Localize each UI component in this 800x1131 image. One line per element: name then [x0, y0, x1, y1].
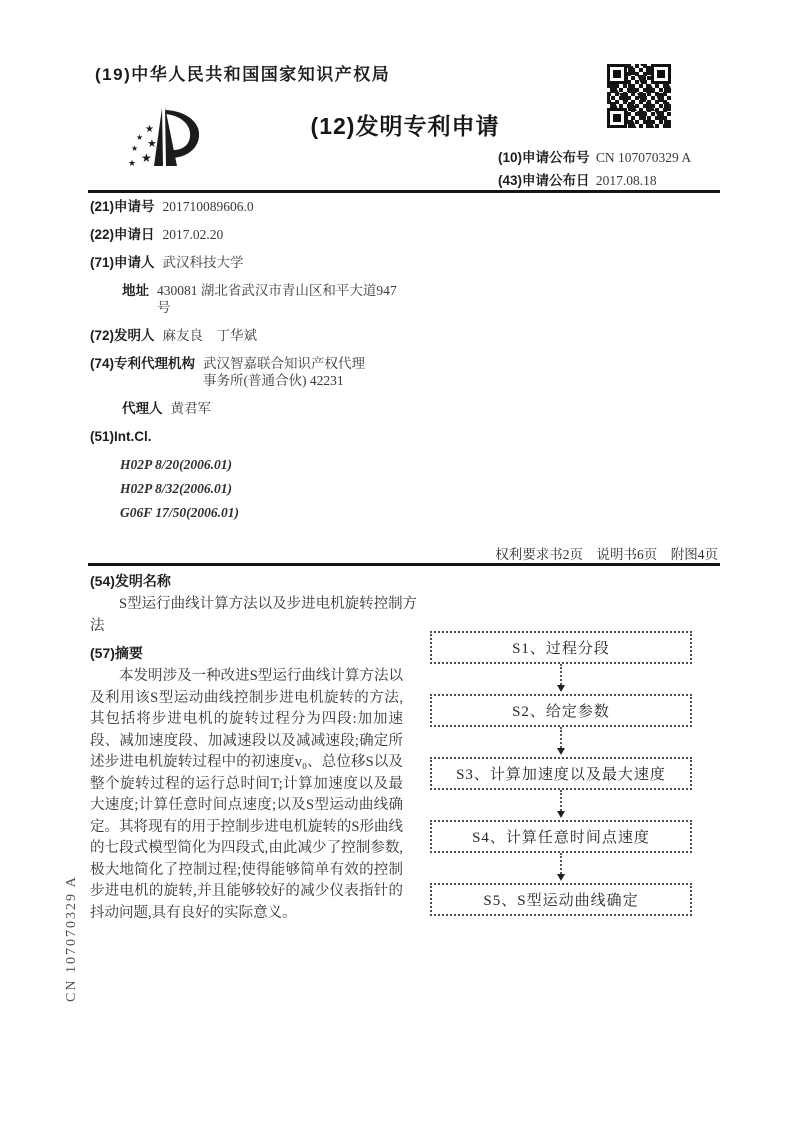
qr-code-icon — [607, 64, 671, 128]
svg-text:★: ★ — [131, 144, 139, 153]
abstract-text: 本发明涉及一种改进S型运行曲线计算方法以及利用该S型运动曲线控制步进电机旋转的方法,其包括将步进电机的旋转过程分为四段:加加速段、减加速度段、加减速段以及减减速段;确定所述步进电机旋转过程中的初速度v₀、总位移S以及整个旋转过程的运行总时间T;计算加速度以及最大速度;计算任意时间点速度;以及S型运动曲线确定。其将现有的用于控制步进电机旋转的S形曲线的七段式模型简化为四段式,由此减少了控制参数,极大地简化了控制过程;使得能够简单有效的控制步进电机的旋转,并且能够较好的减少仪表指针的抖动问题,具有良好的实际意义。 — [90, 668, 403, 921]
publication-number-row — [498, 146, 691, 169]
inventors-row — [90, 327, 425, 344]
agent-row — [122, 400, 425, 417]
intcl-code: G06F 17/50(2006.01) — [120, 505, 240, 520]
side-doc-id: CN 107070329 A — [64, 875, 79, 1002]
abstract-label: (57)摘要 — [90, 645, 143, 661]
arrow-head — [557, 748, 565, 755]
address-label: 地址 — [122, 283, 149, 298]
agency-value: 武汉智嘉联合知识产权代理事务所(普通合伙) 42231 — [203, 356, 366, 388]
flow-arrow-icon — [430, 727, 692, 757]
arrow-line — [560, 790, 562, 811]
publication-number-label: (10)申请公布号 — [498, 150, 590, 165]
arrow-head — [557, 685, 565, 692]
bibliographic-block — [90, 198, 425, 528]
application-number-value: 201710089606.0 — [162, 199, 254, 214]
intcl-code: H02P 8/20(2006.01) — [120, 457, 232, 472]
publication-date-value: 2017.08.18 — [595, 173, 657, 188]
qr-finder-bottom-left — [607, 108, 627, 128]
document-type-title: (12)发明专利申请 — [310, 113, 500, 139]
invention-title: S型运行曲线计算方法以及步进电机旋转控制方法 — [90, 596, 418, 634]
publication-number-value: CN 107070329 A — [595, 150, 692, 165]
agent-label: 代理人 — [122, 401, 163, 416]
application-date-label: (22)申请日 — [90, 227, 155, 242]
flowchart-step-s3: S3、计算加速度以及最大速度 — [430, 757, 692, 790]
invention-title-label: (54)发明名称 — [90, 573, 171, 589]
flowchart-step-s4: S4、计算任意时间点速度 — [430, 820, 692, 853]
svg-text:★: ★ — [145, 124, 154, 135]
page-counts: 权利要求书2页 说明书6页 附图4页 — [495, 547, 718, 562]
application-number-label: (21)申请号 — [90, 199, 155, 214]
intcl-label: (51)Int.Cl. — [90, 429, 152, 444]
patent-office-name: (19)中华人民共和国国家知识产权局 — [95, 65, 391, 84]
svg-text:★: ★ — [136, 133, 144, 142]
flowchart-step-s1: S1、过程分段 — [430, 631, 692, 664]
publication-date-row — [498, 169, 691, 192]
intcl-row — [90, 428, 425, 445]
arrow-head — [557, 874, 565, 881]
flow-arrow-icon — [430, 790, 692, 820]
intcl-code: H02P 8/32(2006.01) — [120, 481, 232, 496]
flowchart-step-s5: S5、S型运动曲线确定 — [430, 883, 692, 916]
arrow-line — [560, 853, 562, 874]
agency-row — [90, 355, 425, 389]
header-divider — [88, 190, 720, 193]
qr-finder-top-right — [651, 64, 671, 84]
flow-arrow-icon — [430, 664, 692, 694]
publication-info — [498, 146, 691, 192]
arrow-line — [560, 664, 562, 685]
flow-arrow-icon — [430, 853, 692, 883]
arrow-line — [560, 727, 562, 748]
applicant-label: (71)申请人 — [90, 255, 155, 270]
svg-text:★: ★ — [141, 151, 152, 165]
flowchart-step-s2: S2、给定参数 — [430, 694, 692, 727]
address-row — [122, 282, 425, 316]
application-date-row — [90, 226, 425, 243]
cnipa-logo-icon — [120, 100, 225, 190]
agent-value: 黄君军 — [170, 401, 211, 416]
svg-text:★: ★ — [147, 137, 157, 150]
svg-text:★: ★ — [128, 159, 137, 169]
publication-date-label: (43)申请公布日 — [498, 173, 590, 188]
application-date-value: 2017.02.20 — [162, 227, 224, 242]
flowchart-figure — [430, 631, 692, 916]
inventors-label: (72)发明人 — [90, 328, 155, 343]
agency-label: (74)专利代理机构 — [90, 356, 196, 371]
title-abstract-column — [90, 571, 425, 924]
qr-finder-top-left — [607, 64, 627, 84]
arrow-head — [557, 811, 565, 818]
body-divider — [88, 563, 720, 566]
address-value: 430081 湖北省武汉市青山区和平大道947号 — [157, 283, 397, 315]
application-number-row — [90, 198, 425, 215]
applicant-row — [90, 254, 425, 271]
applicant-value: 武汉科技大学 — [162, 255, 244, 270]
inventors-value: 麻友良 丁华斌 — [162, 328, 258, 343]
